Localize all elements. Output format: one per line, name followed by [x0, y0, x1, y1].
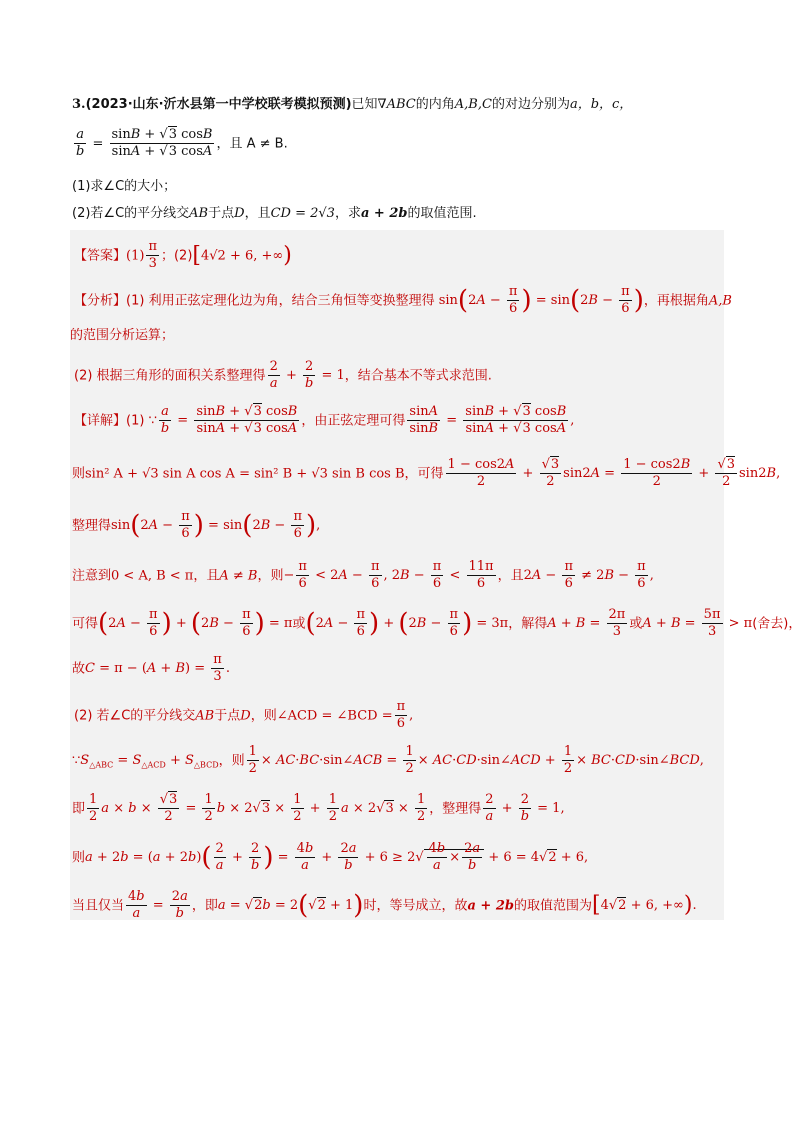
detail-equality-line: 当且仅当 $\frac{4b}{a}$ = $\frac{2a}{b}$ ，即a = √2b = 2(√2 + 1)时，等号成立，故a + 2b的取值范围为[4√2 + 6, +∞).: [72, 889, 697, 922]
question-part-1: (1)求∠C的大小；: [72, 179, 177, 194]
fraction-pi-over-3: $\frac{\pi}{3}$: [148, 239, 157, 272]
detail-part2-line-1: (2) 若∠C的平分线交AB于点D，则∠ACD = ∠BCD = $\frac{\pi}{6}$ ,: [74, 699, 414, 732]
analysis-line-3: (2) 根据三角形的面积关系整理得 $\frac{2}{a}$ + $\frac{2}{b}$ = 1，结合基本不等式求范围.: [74, 359, 492, 392]
analysis-label: 【分析】: [74, 293, 127, 309]
question-line-1: 3.(2023·山东·沂水县第一中学校联考模拟预测)已知∇ABC的内角A,B,C的对边分别为a，b，c，: [72, 97, 633, 112]
detail-line-4: 注意到0 < A, B < π，且A ≠ B，则− $\frac{\pi}{6}$ < 2A − $\frac{\pi}{6}$ , 2B − $\frac{\pi}{6}$ < $\frac{11\pi}{6}$ ，且2A − $\frac{\pi}{6}$ ≠ 2B − $\frac{\pi}{6}$ ,: [72, 559, 654, 592]
question-part-2: (2)若∠C的平分线交AB于点D，且CD = 2√3，求a + 2b的取值范围.: [72, 206, 477, 221]
question-number: 3: [72, 97, 82, 112]
analysis-line-1: 【分析】(1) 利用正弦定理化边为角，结合三角恒等变换整理得 sin(2A − $\frac{\pi}{6}$ ) = sin(2B − $\frac{\pi}{6}$ )，再根据角A,B: [74, 284, 732, 317]
detail-area-line: $\because S_{\triangle ABC} = S_{\triangle ACD} + S_{\triangle BCD}$，则 $\frac{1}{2}$ × AC·BC·sin∠ACB = $\frac{1}{2}$ × AC·CD·sin∠ACD + $\frac{1}{2}$ × BC·CD·sin∠BCD,: [72, 744, 704, 777]
detail-label: 【详解】: [74, 413, 127, 429]
detail-line-1: 【详解】(1) ∵ $\frac{a}{b}$ = $\frac{\sin B + √3 \cos B}{\sin A + √3 \cos A}$ ，由正弦定理可得 $\frac{\sin A}{\sin B}$ = $\frac{\sin B + √3 \cos B}{\sin A + √3 \cos A}$ ,: [74, 404, 575, 437]
fraction-a-over-b: $\frac{a}{b}$: [76, 127, 85, 160]
analysis-line-2: 的范围分析运算；: [70, 328, 175, 343]
detail-line-6: 故C = π − (A + B) = $\frac{\pi}{3}$ .: [72, 652, 230, 685]
answer-line: 【答案】(1) $\frac{\pi}{3}$ ；(2)[4√2 + 6, +∞): [74, 239, 292, 272]
question-condition: $\frac{a}{b}$ = $\frac{\sin B + √3 \cos B}{\sin A + √3 \cos A}$ ，且 A ≠ B.: [76, 127, 288, 160]
detail-line-2: 则sin² A + √3 sin A cos A = sin² B + √3 sin B cos B，可得 $\frac{1 - \cos 2A}{2}$ + $\frac{√3}{2}$ sin2A = $\frac{1 - \cos 2B}{2}$ + $\frac{√3}{2}$ sin2B,: [72, 457, 781, 490]
detail-simplify-line: 即 $\frac{1}{2}$ a × b × $\frac{√3}{2}$ = $\frac{1}{2}$ b × 2√3 × $\frac{1}{2}$ + $\frac{1}{2}$ a × 2√3 × $\frac{1}{2}$ ，整理得 $\frac{2}{a}$ + $\frac{2}{b}$ = 1,: [72, 792, 565, 825]
detail-line-5: 可得(2A − $\frac{\pi}{6}$ ) + (2B − $\frac{\pi}{6}$ ) = π或(2A − $\frac{\pi}{6}$ ) + (2B − $\frac{\pi}{6}$ ) = 3π，解得A + B = $\frac{2\pi}{3}$ 或A + B = $\frac{5\pi}{3}$ > π(舍去)，: [72, 607, 801, 640]
question-source: (2023·山东·沂水县第一中学校联考模拟预测): [85, 97, 352, 112]
answer-label: 【答案】: [74, 248, 127, 264]
fraction-sin-ratio: $\frac{\sin B + √3 \cos B}{\sin A + √3 \cos A}$: [111, 127, 213, 160]
detail-inequality-line: 则a + 2b = (a + 2b)( $\frac{2}{a}$ + $\frac{2}{b}$ ) = $\frac{4b}{a}$ + $\frac{2a}{b}$ + 6 ≥ 2√ $\frac{4b}{a}$ × $\frac{2a}{b}$ + 6 = 4√2 + 6,: [72, 841, 589, 874]
detail-line-3: 整理得sin(2A − $\frac{\pi}{6}$ ) = sin(2B − $\frac{\pi}{6}$ ),: [72, 509, 321, 542]
